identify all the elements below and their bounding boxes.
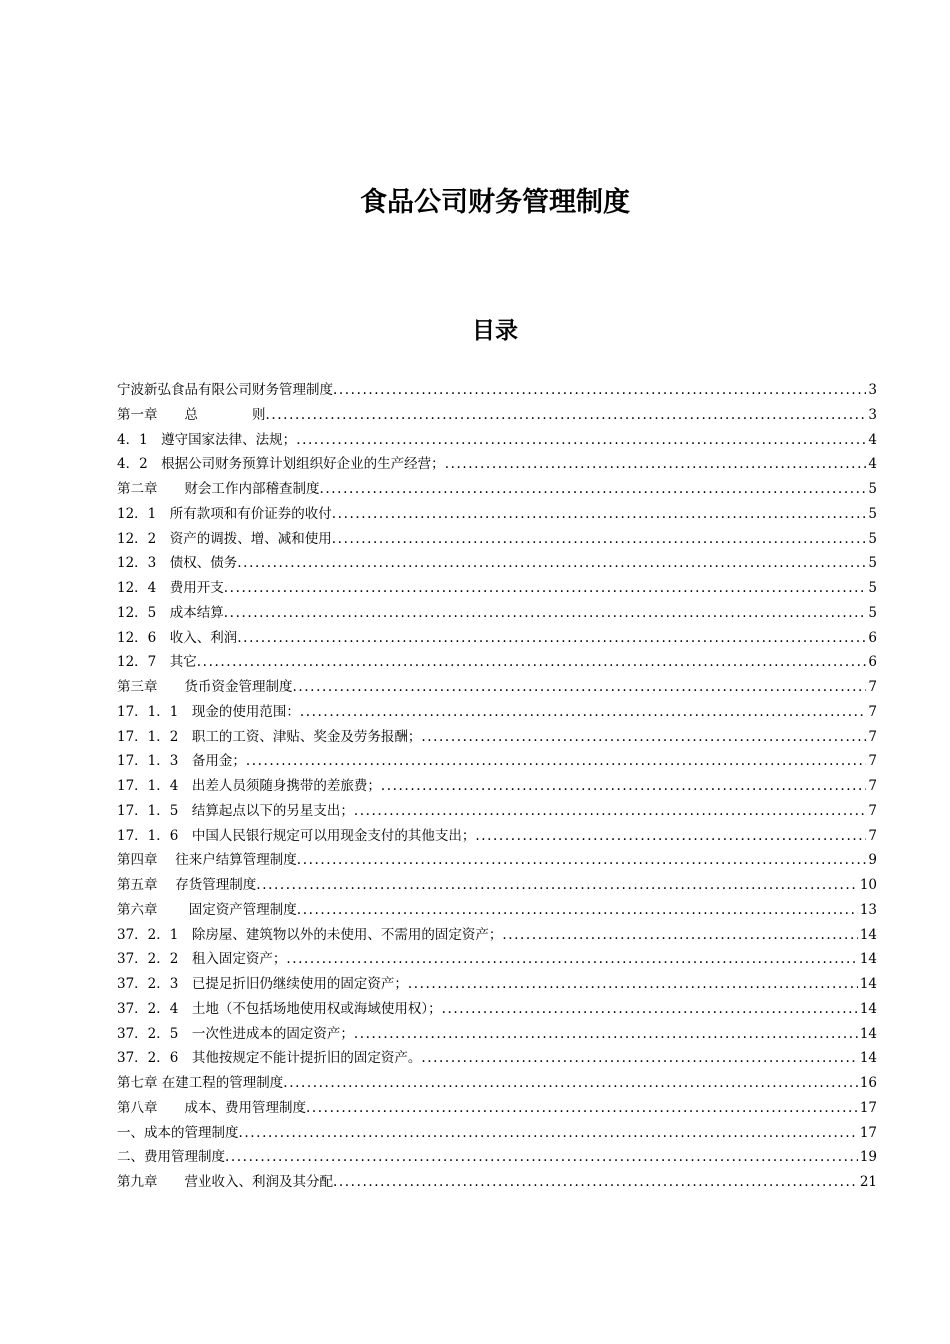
toc-entry-title: 17．1．2 职工的工资、津贴、奖金及劳务报酬； bbox=[117, 728, 422, 745]
toc-entry-title: 12．4 费用开支 bbox=[117, 580, 224, 596]
toc-dot-leader bbox=[286, 947, 857, 972]
toc-entry-title: 第九章 营业收入、利润及其分配 bbox=[117, 1174, 333, 1190]
toc-entry[interactable] bbox=[117, 848, 877, 873]
toc-entry[interactable] bbox=[117, 997, 877, 1022]
toc-entry-title: 第六章 固定资产管理制度 bbox=[117, 901, 297, 918]
toc-dot-leader bbox=[297, 848, 867, 873]
toc-entry-title: 第五章 存货管理制度 bbox=[117, 877, 257, 893]
toc-entry[interactable] bbox=[117, 675, 877, 700]
toc-dot-leader bbox=[266, 403, 867, 428]
toc-entry-title: 第八章 成本、费用管理制度 bbox=[117, 1099, 306, 1116]
toc-dot-leader bbox=[224, 576, 867, 601]
toc-dot-leader bbox=[225, 1145, 858, 1170]
toc-entry-title: 37．2．6 其他按规定不能计提折旧的固定资产。 bbox=[117, 1050, 422, 1067]
toc-entry-title: 12．7 其它 bbox=[117, 654, 197, 671]
toc-dot-leader bbox=[246, 749, 867, 774]
toc-page-number: 7 bbox=[868, 802, 877, 819]
toc-dot-leader bbox=[442, 997, 858, 1022]
toc-dot-leader bbox=[332, 527, 867, 552]
toc-dot-leader bbox=[421, 1046, 857, 1071]
toc-entry[interactable] bbox=[117, 452, 877, 477]
toc-heading: 目录 bbox=[472, 318, 518, 344]
toc-dot-leader bbox=[475, 824, 866, 849]
toc-dot-leader bbox=[283, 1071, 858, 1096]
toc-page-number: 6 bbox=[868, 654, 877, 671]
toc-entry-title: 37．2．5 一次性进成本的固定资产； bbox=[117, 1025, 354, 1042]
toc-dot-leader bbox=[293, 675, 867, 700]
toc-entry[interactable] bbox=[117, 1121, 877, 1146]
toc-entry[interactable] bbox=[117, 725, 877, 750]
toc-page-number: 14 bbox=[859, 1000, 877, 1017]
toc-dot-leader bbox=[333, 378, 866, 403]
toc-page-number: 5 bbox=[868, 580, 877, 596]
toc-dot-leader bbox=[502, 923, 857, 948]
toc-entry-title: 第二章 财会工作内部稽查制度 bbox=[117, 481, 320, 497]
toc-dot-leader bbox=[256, 873, 858, 898]
toc-page-number: 21 bbox=[859, 1174, 877, 1190]
toc-entry-title: 12．2 资产的调拨、增、减和使用 bbox=[117, 530, 332, 547]
toc-page-number: 13 bbox=[859, 901, 877, 918]
toc-entry-title: 宁波新弘食品有限公司财务管理制度 bbox=[117, 382, 333, 398]
toc-page-number: 5 bbox=[868, 555, 877, 572]
toc-entry[interactable] bbox=[117, 749, 877, 774]
toc-entry[interactable] bbox=[117, 601, 877, 626]
toc-page-number: 7 bbox=[868, 728, 877, 745]
toc-entry[interactable] bbox=[117, 873, 877, 898]
toc-page-number: 5 bbox=[868, 530, 877, 547]
toc-dot-leader bbox=[237, 626, 866, 651]
toc-page-number: 7 bbox=[868, 778, 877, 794]
toc-dot-leader bbox=[239, 1121, 858, 1146]
toc-entry-title: 12．6 收入、利润 bbox=[117, 629, 238, 646]
toc-page-number: 14 bbox=[859, 951, 877, 968]
toc-entry[interactable] bbox=[117, 1046, 877, 1071]
toc-entry-title: 一、成本的管理制度 bbox=[117, 1124, 239, 1141]
toc-entry-title: 二、费用管理制度 bbox=[117, 1149, 225, 1166]
toc-entry[interactable] bbox=[117, 1145, 877, 1170]
toc-page-number: 10 bbox=[859, 877, 877, 893]
toc-dot-leader bbox=[332, 502, 867, 527]
toc-page-number: 6 bbox=[868, 629, 877, 646]
toc-entry-title: 12．3 债权、债务 bbox=[117, 555, 238, 572]
toc-page-number: 9 bbox=[868, 852, 877, 869]
toc-page-number: 5 bbox=[868, 604, 877, 621]
toc-entry-title: 4．1 遵守国家法律、法规； bbox=[117, 431, 297, 448]
toc-page-number: 7 bbox=[868, 827, 877, 844]
toc-entry-title: 37．2．4 土地（不包括场地使用权或海域使用权）； bbox=[117, 1000, 442, 1017]
toc-dot-leader bbox=[300, 700, 867, 725]
page-title: 食品公司财务管理制度 bbox=[360, 187, 630, 218]
toc-dot-leader bbox=[296, 428, 866, 453]
toc-entry[interactable] bbox=[117, 502, 877, 527]
toc-dot-leader bbox=[197, 650, 867, 675]
toc-page-number: 19 bbox=[859, 1149, 877, 1166]
toc-page-number: 17 bbox=[859, 1124, 877, 1141]
toc-dot-leader bbox=[320, 477, 867, 502]
toc-page-number: 14 bbox=[859, 1050, 877, 1067]
toc-entry-title: 17．1．5 结算起点以下的另星支出； bbox=[117, 802, 354, 819]
toc-page-number: 14 bbox=[859, 976, 877, 992]
toc-page-number: 7 bbox=[868, 753, 877, 770]
toc-entry[interactable] bbox=[117, 774, 877, 799]
table-of-contents bbox=[117, 378, 877, 1195]
toc-entry-title: 12．1 所有款项和有价证券的收付 bbox=[117, 505, 332, 522]
toc-entry-title: 12．5 成本结算 bbox=[117, 604, 224, 621]
toc-page-number: 3 bbox=[868, 406, 877, 423]
toc-entry[interactable] bbox=[117, 1022, 877, 1047]
toc-entry[interactable] bbox=[117, 477, 877, 502]
toc-entry-title: 37．2．3 已提足折旧仍继续使用的固定资产； bbox=[117, 976, 408, 992]
toc-entry[interactable] bbox=[117, 378, 877, 403]
toc-entry[interactable] bbox=[117, 650, 877, 675]
toc-dot-leader bbox=[354, 799, 867, 824]
toc-dot-leader bbox=[421, 725, 866, 750]
toc-page-number: 17 bbox=[859, 1099, 877, 1116]
toc-entry-title: 37．2．2 租入固定资产； bbox=[117, 951, 287, 968]
toc-page-number: 7 bbox=[868, 703, 877, 720]
toc-entry-title: 第七章 在建工程的管理制度 bbox=[117, 1075, 284, 1091]
toc-entry[interactable] bbox=[117, 700, 877, 725]
toc-entry-title: 第四章 往来户结算管理制度 bbox=[117, 852, 297, 869]
toc-entry[interactable] bbox=[117, 1071, 877, 1096]
toc-entry[interactable] bbox=[117, 923, 877, 948]
toc-entry[interactable] bbox=[117, 551, 877, 576]
toc-dot-leader bbox=[408, 972, 858, 997]
toc-dot-leader bbox=[354, 1022, 858, 1047]
toc-page-number: 16 bbox=[859, 1075, 877, 1091]
toc-entry[interactable] bbox=[117, 403, 877, 428]
toc-page-number: 14 bbox=[859, 926, 877, 943]
toc-dot-leader bbox=[306, 1096, 858, 1121]
toc-page-number: 5 bbox=[868, 481, 877, 497]
toc-entry[interactable] bbox=[117, 898, 877, 923]
toc-entry-title: 第一章 总 则 bbox=[117, 406, 266, 423]
toc-page-number: 4 bbox=[868, 431, 877, 448]
toc-entry[interactable] bbox=[117, 799, 877, 824]
toc-entry[interactable] bbox=[117, 947, 877, 972]
toc-page-number: 7 bbox=[868, 679, 877, 695]
toc-entry[interactable] bbox=[117, 1096, 877, 1121]
toc-page-number: 3 bbox=[868, 382, 877, 398]
toc-entry[interactable] bbox=[117, 972, 877, 997]
toc-dot-leader bbox=[237, 551, 866, 576]
toc-entry-title: 第三章 货币资金管理制度 bbox=[117, 679, 293, 695]
toc-dot-leader bbox=[333, 1170, 858, 1195]
toc-entry[interactable] bbox=[117, 626, 877, 651]
toc-entry[interactable] bbox=[117, 576, 877, 601]
toc-page-number: 4 bbox=[868, 456, 877, 473]
toc-entry-title: 17．1．4 出差人员须随身携带的差旅费； bbox=[117, 778, 381, 794]
toc-entry-title: 17．1．1 现金的使用范围： bbox=[117, 703, 300, 720]
toc-entry[interactable] bbox=[117, 824, 877, 849]
toc-dot-leader bbox=[445, 452, 867, 477]
toc-page-number: 5 bbox=[868, 505, 877, 522]
toc-dot-leader bbox=[224, 601, 867, 626]
toc-dot-leader bbox=[381, 774, 867, 799]
toc-entry-title: 17．1．3 备用金； bbox=[117, 753, 246, 770]
toc-entry-title: 4．2 根据公司财务预算计划组织好企业的生产经营； bbox=[117, 456, 445, 473]
toc-entry[interactable] bbox=[117, 428, 877, 453]
toc-entry[interactable] bbox=[117, 527, 877, 552]
toc-entry-title: 17．1．6 中国人民银行规定可以用现金支付的其他支出； bbox=[117, 827, 476, 844]
toc-entry-title: 37．2．1 除房屋、建筑物以外的未使用、不需用的固定资产； bbox=[117, 926, 503, 943]
toc-page-number: 14 bbox=[859, 1025, 877, 1042]
toc-dot-leader bbox=[297, 898, 858, 923]
toc-entry[interactable] bbox=[117, 1170, 877, 1195]
